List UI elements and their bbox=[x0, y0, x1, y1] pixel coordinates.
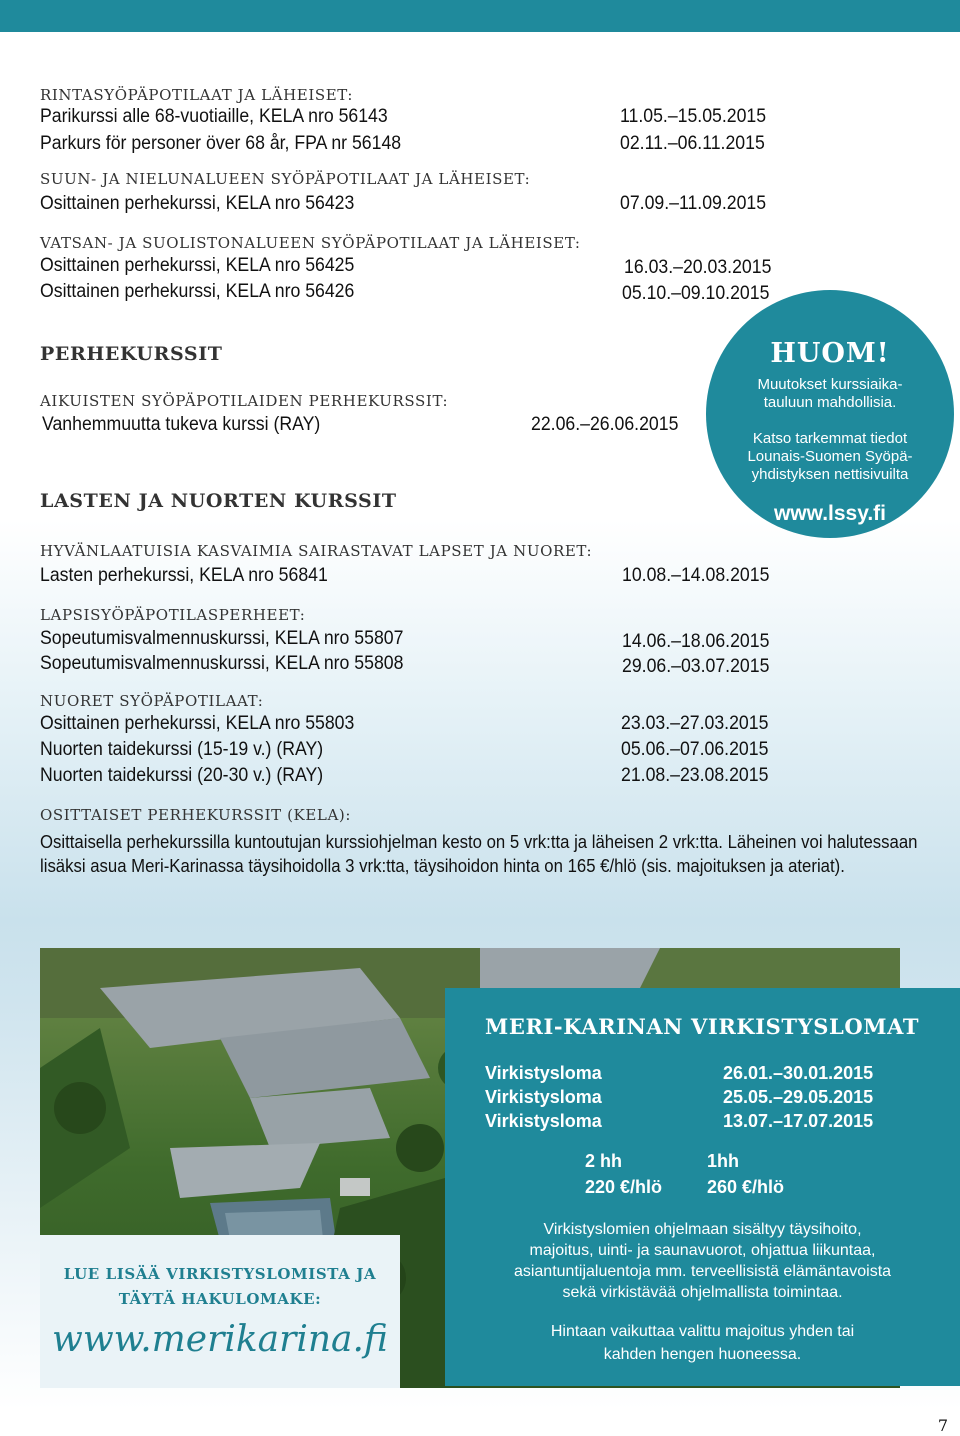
virkistys-date: 26.01.–30.01.2015 bbox=[723, 1063, 874, 1083]
osittaiset-text: lisäksi asua Meri-Karinassa täysihoidolla 3 vrk:tta, täysihoidon hinta on 165 €/hlö (sis. majoituksen ja ateriat). bbox=[40, 856, 845, 876]
course-label: Osittainen perhekurssi, KELA nro 55803 bbox=[40, 713, 355, 734]
heading-hyvanlaatuisia: HYVÄNLAATUISIA KASVAIMIA SAIRASTAVAT LAPSET JA NUORET: bbox=[40, 542, 593, 560]
room-price: 220 €/hlö bbox=[585, 1177, 663, 1197]
virkistys-panel bbox=[445, 988, 960, 1386]
course-label: Nuorten taidekurssi (20-30 v.) (RAY) bbox=[40, 765, 324, 786]
course-date: 16.03.–20.03.2015 bbox=[624, 257, 772, 278]
title-perhekurssit: PERHEKURSSIT bbox=[40, 343, 223, 365]
course-label: Vanhemmuutta tukeva kurssi (RAY) bbox=[42, 414, 321, 435]
course-date: 29.06.–03.07.2015 bbox=[622, 656, 770, 677]
cta-text: TÄYTÄ HAKULOMAKE: bbox=[118, 1290, 322, 1308]
osittaiset-text: Osittaisella perhekurssilla kuntoutujan kurssiohjelman kesto on 5 vrk:tta ja läheisen 2 vrk:tta. Läheinen voi halutessaan bbox=[40, 832, 918, 852]
course-date: 05.06.–07.06.2015 bbox=[621, 739, 769, 760]
heading-nuoret: NUORET SYÖPÄPOTILAAT: bbox=[40, 692, 264, 710]
course-label: Osittainen perhekurssi, KELA nro 56423 bbox=[40, 193, 355, 214]
virkistys-desc: majoitus, uinti- ja saunavuorot, ohjattua liikuntaa, bbox=[529, 1242, 876, 1259]
notice-text: Katso tarkemmat tiedot bbox=[752, 430, 908, 447]
course-date: 10.08.–14.08.2015 bbox=[622, 565, 770, 586]
cta-box bbox=[40, 1235, 400, 1388]
top-accent-bar bbox=[0, 0, 960, 32]
virkistys-date: 25.05.–29.05.2015 bbox=[723, 1087, 874, 1107]
notice-text: Lounais-Suomen Syöpä- bbox=[747, 448, 913, 465]
course-date: 05.10.–09.10.2015 bbox=[622, 283, 770, 304]
cta-text: LUE LISÄÄ VIRKISTYSLOMISTA JA bbox=[63, 1265, 377, 1283]
course-label: Osittainen perhekurssi, KELA nro 56426 bbox=[40, 281, 355, 302]
course-date: 02.11.–06.11.2015 bbox=[620, 133, 765, 154]
virkistys-label: Virkistysloma bbox=[485, 1063, 602, 1083]
notice-text: tauluun mahdollisia. bbox=[763, 394, 897, 411]
virkistys-desc: sekä virkistävää ohjelmallista toimintaa. bbox=[562, 1284, 843, 1301]
title-lasten: LASTEN JA NUORTEN KURSSIT bbox=[40, 490, 397, 512]
room-price: 260 €/hlö bbox=[707, 1177, 785, 1197]
heading-vatsan: VATSAN- JA SUOLISTONALUEEN SYÖPÄPOTILAAT JA LÄHEISET: bbox=[40, 234, 581, 252]
room-type: 1hh bbox=[707, 1151, 740, 1171]
page-number: 7 bbox=[937, 1416, 948, 1435]
course-date: 07.09.–11.09.2015 bbox=[620, 193, 767, 214]
virkistys-label: Virkistysloma bbox=[485, 1111, 602, 1131]
notice-text: Muutokset kurssiaika- bbox=[757, 376, 903, 393]
heading-osittaiset: OSITTAISET PERHEKURSSIT (KELA): bbox=[40, 806, 351, 824]
course-label: Sopeutumisvalmennuskurssi, KELA nro 55808 bbox=[40, 653, 404, 674]
notice-text: yhdistyksen nettisivuilta bbox=[751, 466, 909, 483]
course-label: Parkurs för personer över 68 år, FPA nr 56148 bbox=[40, 133, 402, 154]
course-date: 14.06.–18.06.2015 bbox=[622, 631, 770, 652]
virkistys-label: Virkistysloma bbox=[485, 1087, 602, 1107]
course-label: Parikurssi alle 68-vuotiaille, KELA nro 56143 bbox=[40, 106, 388, 127]
course-date: 21.08.–23.08.2015 bbox=[621, 765, 769, 786]
notice-url-link[interactable]: www.lssy.fi bbox=[773, 502, 887, 525]
notice-title: HUOM! bbox=[770, 338, 890, 369]
virkistys-desc: Virkistyslomien ohjelmaan sisältyy täysihoito, bbox=[543, 1221, 862, 1238]
virkistys-title: MERI-KARINAN VIRKISTYSLOMAT bbox=[485, 1014, 920, 1039]
heading-lapsisyopa: LAPSISYÖPÄPOTILASPERHEET: bbox=[40, 606, 306, 624]
course-label: Sopeutumisvalmennuskurssi, KELA nro 55807 bbox=[40, 628, 404, 649]
virkistys-price-note: kahden hengen huoneessa. bbox=[603, 1346, 802, 1363]
heading-rinta: RINTASYÖPÄPOTILAAT JA LÄHEISET: bbox=[40, 86, 353, 104]
cta-url-link[interactable]: www.merikarina.fi bbox=[52, 1319, 388, 1360]
heading-aikuisten: AIKUISTEN SYÖPÄPOTILAIDEN PERHEKURSSIT: bbox=[40, 392, 449, 410]
virkistys-price-note: Hintaan vaikuttaa valittu majoitus yhden tai bbox=[550, 1323, 855, 1340]
course-label: Lasten perhekurssi, KELA nro 56841 bbox=[40, 565, 328, 586]
course-label: Osittainen perhekurssi, KELA nro 56425 bbox=[40, 255, 355, 276]
course-date: 11.05.–15.05.2015 bbox=[620, 106, 767, 127]
course-date: 23.03.–27.03.2015 bbox=[621, 713, 769, 734]
notice-circle bbox=[706, 290, 954, 538]
virkistys-desc: asiantuntijaluentoja mm. terveellisistä elämäntavoista bbox=[513, 1263, 892, 1280]
virkistys-date: 13.07.–17.07.2015 bbox=[723, 1111, 874, 1131]
course-label: Nuorten taidekurssi (15-19 v.) (RAY) bbox=[40, 739, 324, 760]
room-type: 2 hh bbox=[585, 1151, 623, 1171]
course-date: 22.06.–26.06.2015 bbox=[531, 414, 679, 435]
heading-suun: SUUN- JA NIELUNALUEEN SYÖPÄPOTILAAT JA LÄHEISET: bbox=[40, 170, 531, 188]
